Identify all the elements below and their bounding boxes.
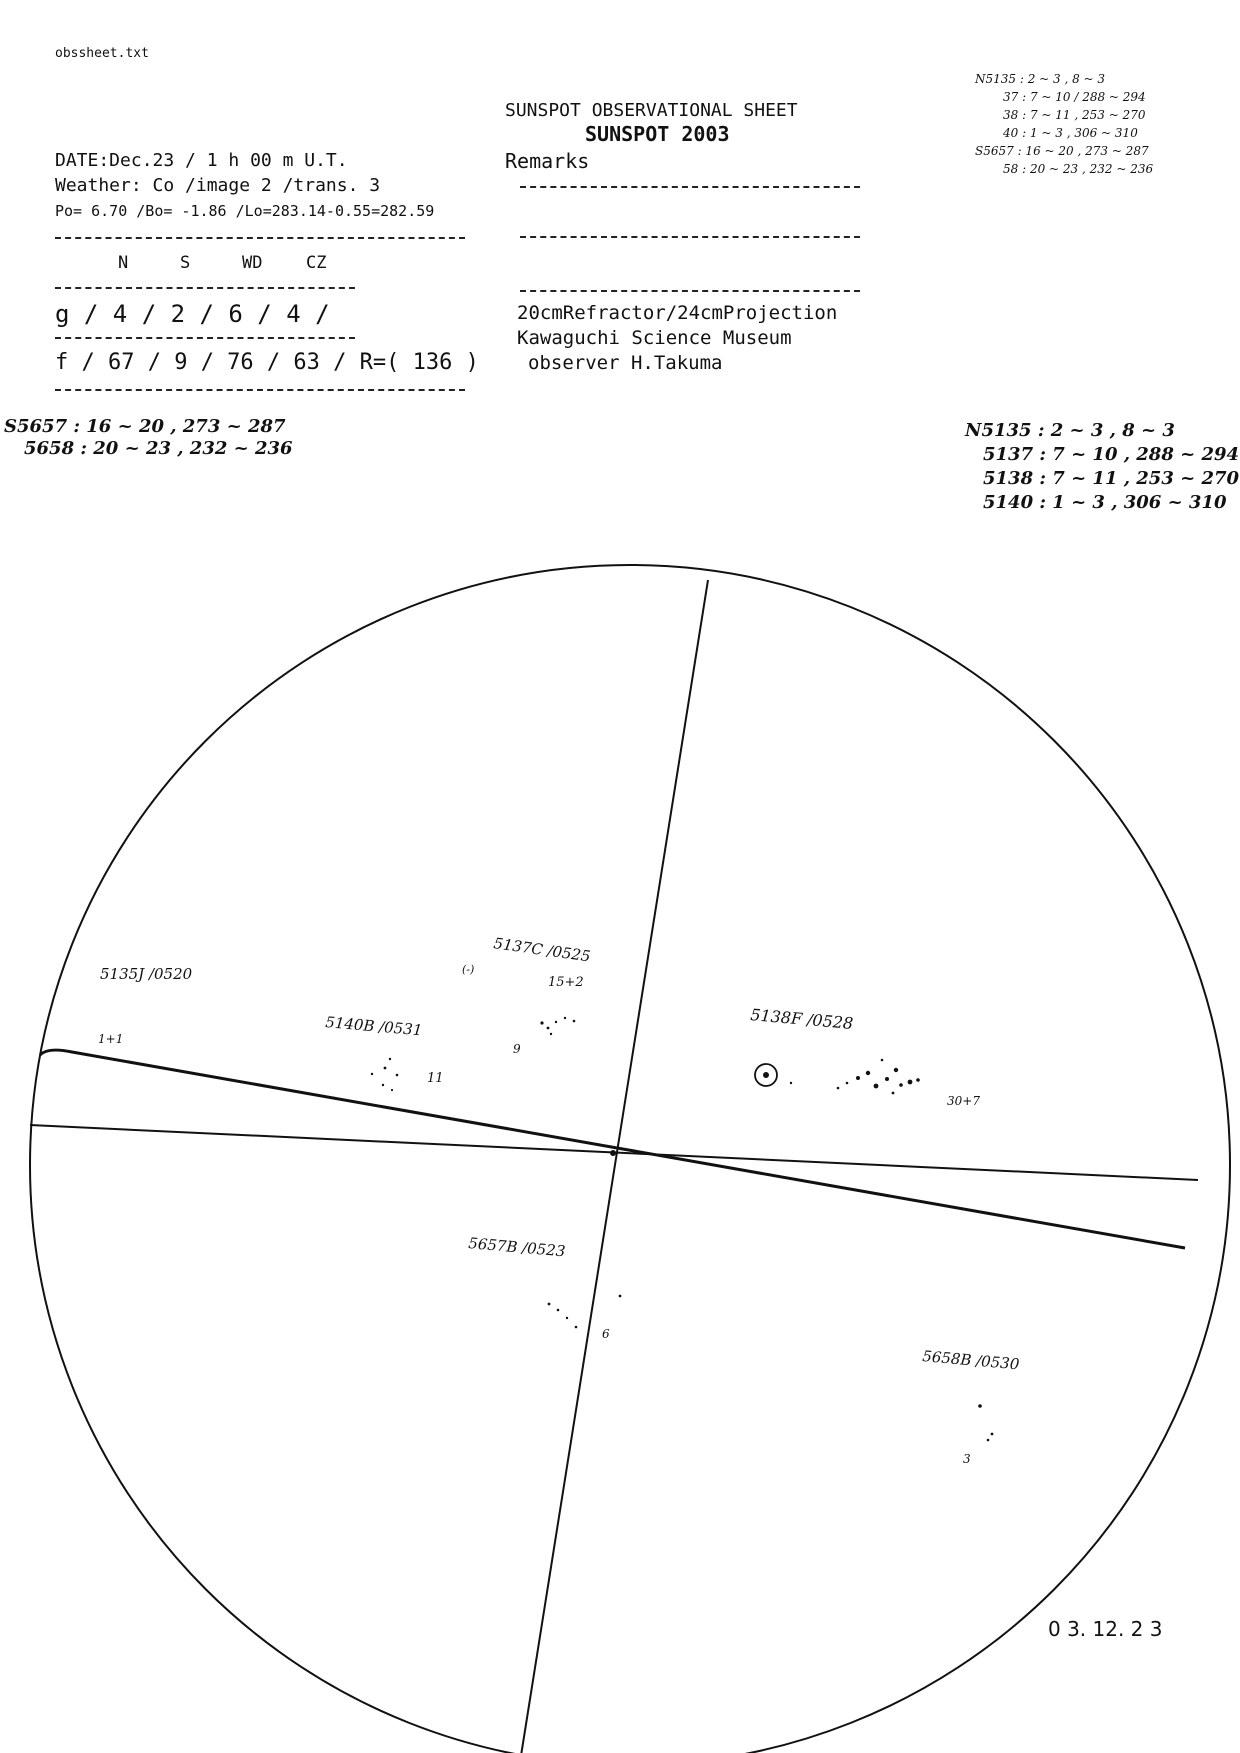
group-label-5138: 5138F /0528 [749, 1005, 854, 1033]
g-count-line: g / 4 / 2 / 6 / 4 / [55, 300, 330, 328]
observer-line: observer H.Takuma [528, 352, 723, 374]
group-count-5140: 11 [427, 1071, 444, 1086]
date-stamp: 0 3. 12. 2 3 [1048, 1617, 1163, 1641]
note-small-6: 58 : 20 ~ 23 , 232 ~ 236 [1003, 162, 1154, 176]
polar-axis-line [520, 580, 708, 1753]
remarks-label: Remarks [505, 149, 590, 173]
col-header-cz: CZ [306, 253, 327, 273]
note-right-4: 5140 : 1 ~ 3 , 306 ~ 310 [983, 492, 1227, 513]
small-9-mark: 9 [513, 1042, 521, 1056]
note-small-2: 37 : 7 ~ 10 / 288 ~ 294 [1003, 90, 1146, 104]
group-count-5657: 6 [602, 1327, 610, 1341]
bracket-mark: (-) [462, 963, 475, 976]
note-left-1: S5657 : 16 ~ 20 , 273 ~ 287 [4, 416, 286, 437]
group-count-5135: 1+1 [98, 1032, 124, 1046]
solar-disk-outline [30, 565, 1230, 1753]
weather-line: Weather: Co /image 2 /trans. 3 [55, 175, 381, 196]
params-line: Po= 6.70 /Bo= -1.86 /Lo=283.14-0.55=282.59 [55, 202, 435, 220]
group-label-5137: 5137C /0525 [492, 934, 592, 966]
sheet-subtitle: SUNSPOT 2003 [585, 122, 730, 146]
note-small-5: S5657 : 16 ~ 20 , 273 ~ 287 [975, 144, 1149, 158]
note-small-1: N5135 : 2 ~ 3 , 8 ~ 3 [975, 72, 1106, 86]
col-header-wd: WD [242, 253, 263, 273]
date-line: DATE:Dec.23 / 1 h 00 m U.T. [55, 150, 348, 171]
group-label-5658: 5658B /0530 [921, 1347, 1021, 1374]
col-header-s: S [180, 253, 191, 273]
note-right-3: 5138 : 7 ~ 11 , 253 ~ 270 [983, 468, 1240, 489]
group-label-5135: 5135J /0520 [100, 965, 193, 983]
sunspot-dots [371, 1017, 994, 1441]
note-small-3: 38 : 7 ~ 11 , 253 ~ 270 [1003, 108, 1146, 122]
disk-center-mark [610, 1150, 616, 1156]
note-right-1: N5135 : 2 ~ 3 , 8 ~ 3 [965, 420, 1175, 441]
note-left-2: 5658 : 20 ~ 23 , 232 ~ 236 [24, 438, 293, 459]
group-count-5658: 3 [963, 1452, 971, 1466]
file-name: obssheet.txt [55, 46, 149, 61]
col-header-n: N [118, 253, 129, 273]
f-count-line: f / 67 / 9 / 76 / 63 / R=( 136 ) [55, 350, 479, 375]
note-right-2: 5137 : 7 ~ 10 , 288 ~ 294 [983, 444, 1240, 465]
drift-line [40, 1050, 1185, 1248]
telescope-line: 20cmRefractor/24cmProjection [517, 302, 838, 324]
note-small-4: 40 : 1 ~ 3 , 306 ~ 310 [1003, 126, 1138, 140]
group-label-5657: 5657B /0523 [467, 1234, 567, 1261]
sheet-title: SUNSPOT OBSERVATIONAL SHEET [505, 100, 798, 121]
group-label-5140: 5140B /0531 [324, 1013, 424, 1040]
group-count-5137: 15+2 [548, 975, 584, 990]
group-count-5138: 30+7 [947, 1094, 980, 1108]
institution-line: Kawaguchi Science Museum [517, 327, 792, 349]
